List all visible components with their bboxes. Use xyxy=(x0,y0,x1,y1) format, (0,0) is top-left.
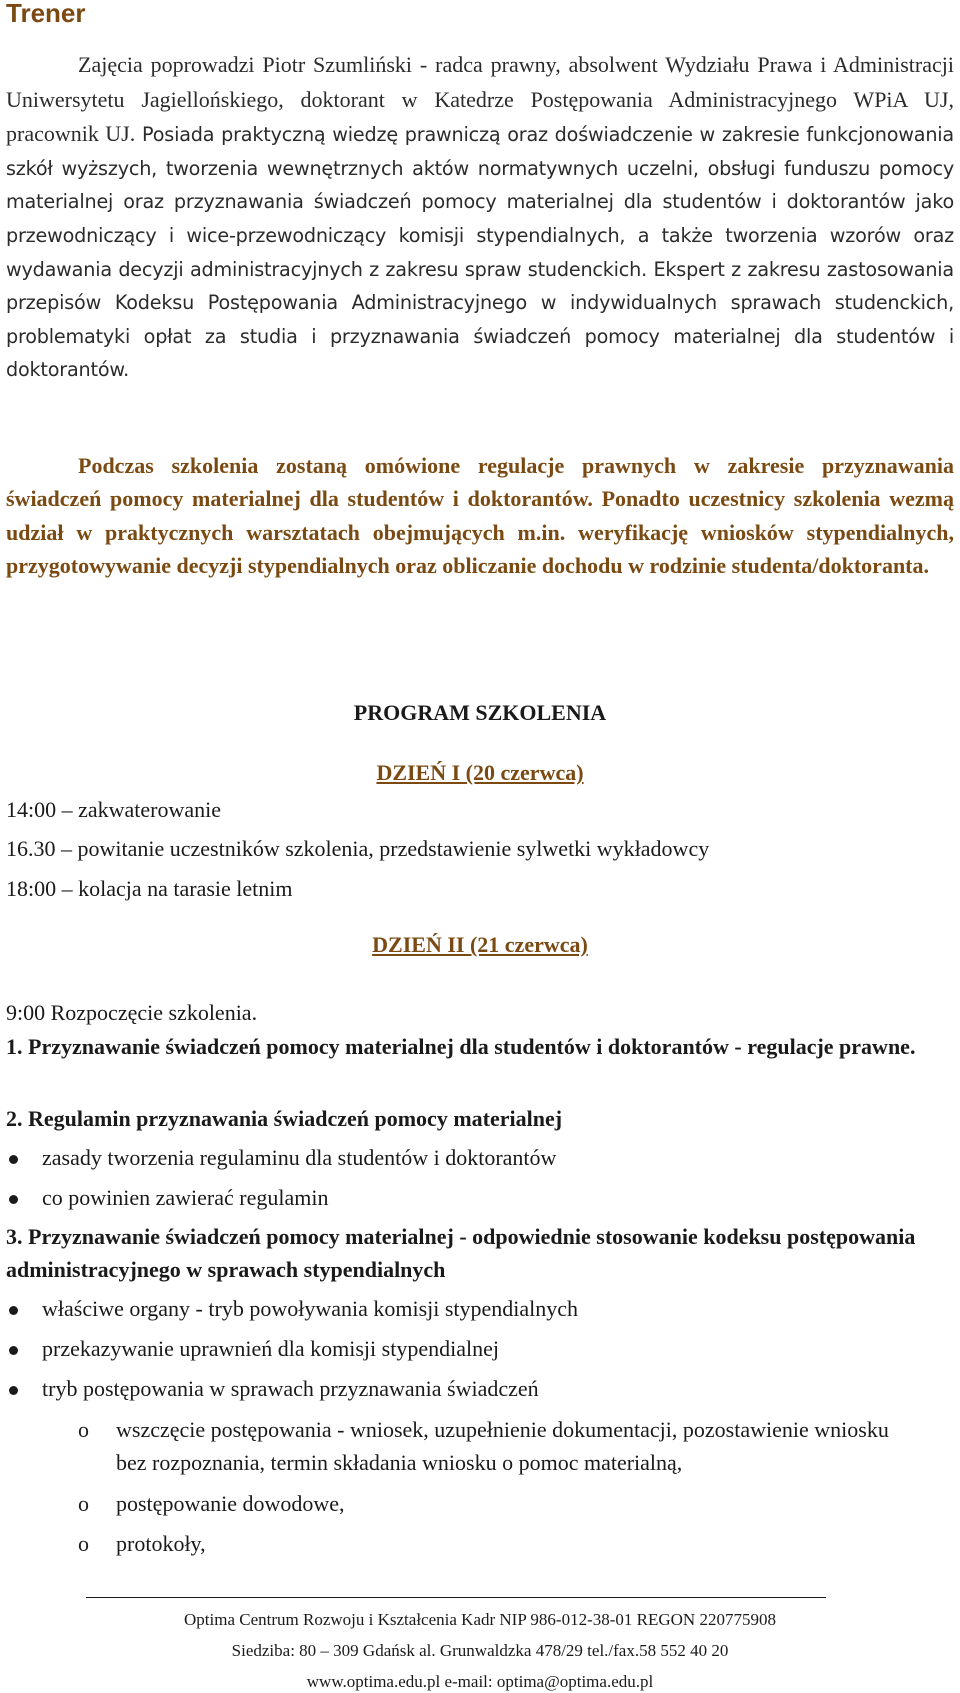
bullet-icon xyxy=(9,1306,18,1315)
day1-item: 14:00 – zakwaterowanie xyxy=(6,797,222,822)
list-item-text: co powinien zawierać regulamin xyxy=(42,1185,329,1210)
bullet-icon xyxy=(9,1386,18,1395)
day1-item: 18:00 – kolacja na tarasie letnim xyxy=(6,876,293,901)
sub-list-item-text: postępowanie dowodowe, xyxy=(116,1491,345,1516)
sub-list-item-text: wszczęcie postępowania - wniosek, uzupełnienie dokumentacji, pozostawienie wniosku bez rozpoznania, termin składania wniosku o pomoc materialną, xyxy=(116,1417,889,1475)
footer-address: Siedziba: 80 – 309 Gdańsk al. Grunwaldzka 478/29 tel./fax.58 552 40 20 xyxy=(231,1641,729,1660)
trainer-bio-lead: Zajęcia poprowadzi Piotr Szumliński - radca prawny, absolwent Wydziału Prawa i Administracji Uniwersytetu Jagiellońskiego, doktorant w Katedrze Postępowania Administracyjnego WPiA UJ, pracownik UJ. xyxy=(6,52,954,147)
list-item-text: przekazywanie uprawnień dla komisji stypendialnej xyxy=(42,1336,499,1361)
sub-list-item xyxy=(78,1527,918,1560)
sub-list-item xyxy=(78,1487,918,1520)
agenda-point-3: 3. Przyznawanie świadczeń pomocy materialnej - odpowiednie stosowanie kodeksu postępowania administracyjnego w sprawach stypendialnych xyxy=(6,1224,916,1282)
footer-divider xyxy=(86,1597,826,1598)
day1-heading: DZIEŃ I (20 czerwca) xyxy=(376,760,584,785)
agenda-point-1: 1. Przyznawanie świadczeń pomocy materialnej dla studentów i doktorantów - regulacje prawne. xyxy=(6,1034,916,1059)
footer-contact: www.optima.edu.pl e-mail: optima@optima.edu.pl xyxy=(306,1672,654,1691)
bullet-icon xyxy=(9,1195,18,1204)
agenda-point-2: 2. Regulamin przyznawania świadczeń pomocy materialnej xyxy=(6,1106,563,1131)
sub-bullet-marker: o xyxy=(78,1531,89,1556)
day2-start: 9:00 Rozpoczęcie szkolenia. xyxy=(6,1000,258,1025)
list-item-text: zasady tworzenia regulaminu dla studentów i doktorantów xyxy=(42,1145,557,1170)
bullet-icon xyxy=(9,1155,18,1164)
sub-list-item xyxy=(78,1413,918,1479)
sub-bullet-marker: o xyxy=(78,1491,89,1516)
sub-bullet-marker: o xyxy=(78,1417,89,1442)
trainer-heading: Trener xyxy=(6,0,86,28)
day1-item: 16.30 – powitanie uczestników szkolenia, przedstawienie sylwetki wykładowcy xyxy=(6,836,710,861)
trainer-bio xyxy=(6,48,954,387)
list-item-text: właściwe organy - tryb powoływania komisji stypendialnych xyxy=(42,1296,579,1321)
program-title: PROGRAM SZKOLENIA xyxy=(353,700,607,725)
training-summary: Podczas szkolenia zostaną omówione regulacje prawnych w zakresie przyznawania świadczeń pomocy materialnej dla studentów i doktorantów. Ponadto uczestnicy szkolenia wezmą udział w praktycznych warsztatach obejmujących m.in. weryfikację wniosków stypendialnych, przygotowywanie decyzji stypendialnych oraz obliczanie dochodu w rodzinie studenta/doktoranta. xyxy=(6,453,954,578)
bullet-icon xyxy=(9,1346,18,1355)
trainer-bio-body: Posiada praktyczną wiedzę prawniczą oraz doświadczenie w zakresie funkcjonowania szkół wyższych, tworzenia wewnętrznych aktów normatywnych uczelni, obsługi funduszu pomocy materialnej oraz przyznawania świadczeń pomocy materialnej dla studentów i doktorantów jako przewodniczący i wice-przewodniczący komisji stypendialnych, a także tworzenia wzorów oraz wydawania decyzji administracyjnych z zakresu spraw studenckich. xyxy=(6,123,954,281)
trainer-bio-tail: Ekspert z zakresu zastosowania przepisów Kodeksu Postępowania Administracyjnego w indywidualnych sprawach studenckich, problematyki opłat za studia i przyznawania świadczeń pomocy materialnej dla studentów i doktorantów. xyxy=(6,257,954,382)
list-item-text: tryb postępowania w sprawach przyznawania świadczeń xyxy=(42,1376,539,1401)
day2-heading: DZIEŃ II (21 czerwca) xyxy=(372,932,588,957)
footer-company: Optima Centrum Rozwoju i Kształcenia Kadr NIP 986-012-38-01 REGON 220775908 xyxy=(184,1610,776,1629)
sub-list-item-text: protokoły, xyxy=(116,1531,206,1556)
